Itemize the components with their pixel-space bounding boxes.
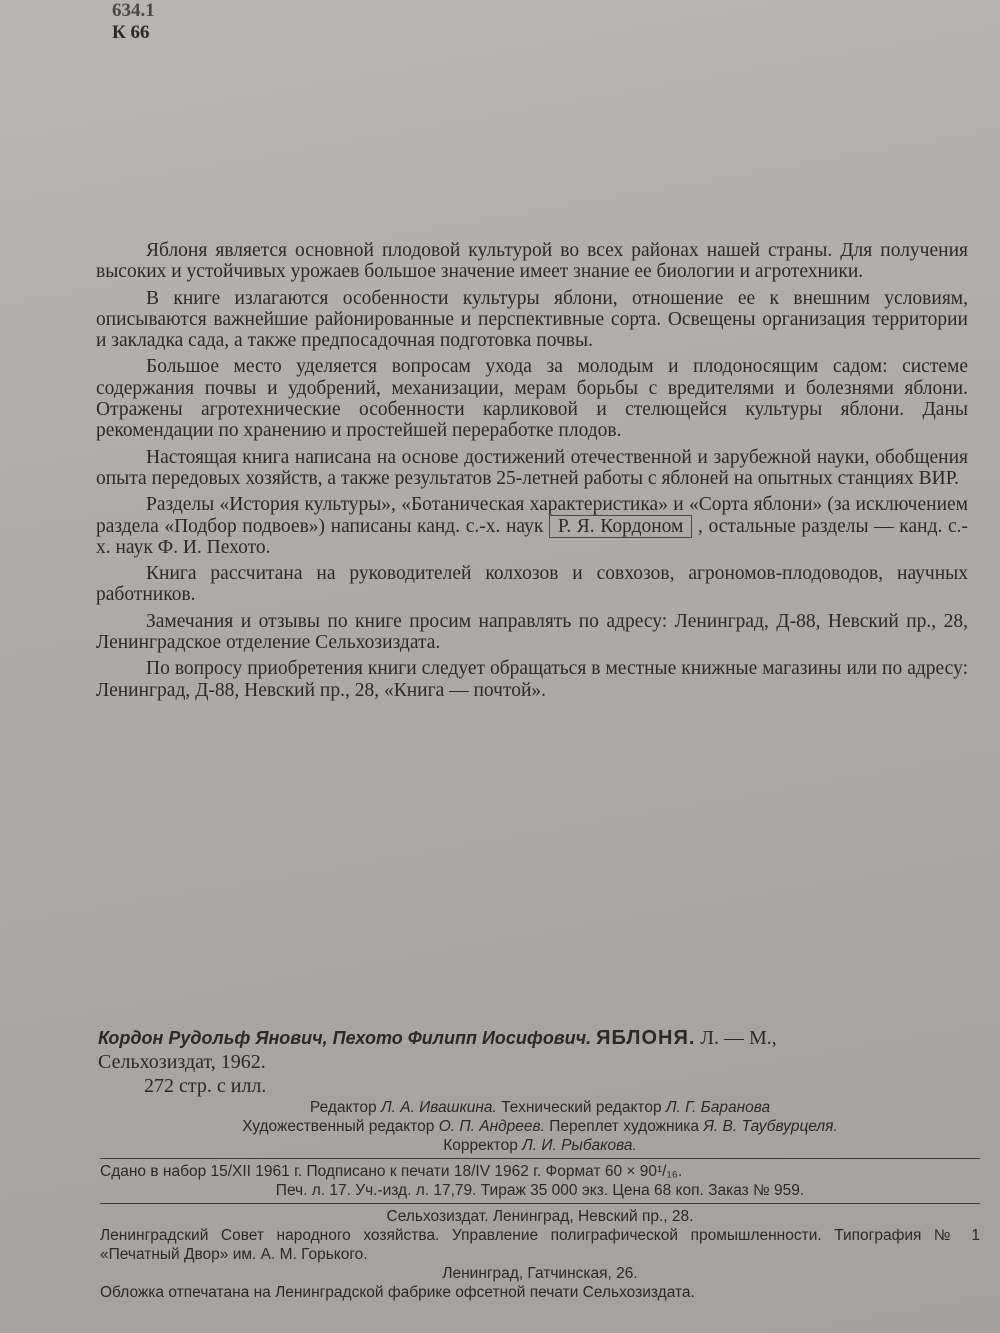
- annotation-paragraph: Замечания и отзывы по книге просим направлять по адресу: Ленинград, Д-88, Невский пр., 28, Ленинградское отделение Сельхозиздата.: [96, 610, 968, 654]
- bib-publisher: Сельхозиздат, 1962.: [98, 1051, 266, 1073]
- bib-line-1: [98, 1026, 978, 1050]
- authorship-text: Разделы «История культуры», «Ботаническая характеристика» и «Сорта яблони» (за исключением раздела «Подбор подвоев») написаны канд. с.-х. наук: [96, 494, 968, 537]
- bib-title: ЯБЛОНЯ.: [596, 1027, 696, 1049]
- editors-line: [100, 1098, 980, 1117]
- colophon: [100, 1098, 980, 1302]
- annotation-paragraph: Книга рассчитана на руководителей колхозов и совхозов, агрономов-плодоводов, научных работников.: [96, 563, 968, 606]
- library-classification-code: [112, 0, 155, 44]
- corrector-line: [100, 1136, 980, 1155]
- corrector-label: Корректор: [443, 1137, 518, 1154]
- printing-house-address: Ленинград, Гатчинская, 26.: [442, 1265, 638, 1282]
- tech-editor-label: Технический редактор: [501, 1099, 662, 1116]
- cover-print-note: Обложка отпечатана на Ленинградской фабрике офсетной печати Сельхозиздата.: [100, 1284, 695, 1301]
- tech-editor-name: Л. Г. Баранова: [665, 1099, 771, 1116]
- bib-pages: 272 стр. с илл.: [144, 1075, 267, 1097]
- annotation-paragraph: Настоящая книга написана на основе достижений отечественной и зарубежной науки, обобщения опыта передовых хозяйств, а также результатов 25-летней работы с яблоней на опытных станциях ВИР.: [96, 446, 968, 489]
- art-editor-label: Художественный редактор: [242, 1118, 435, 1135]
- bib-authors: Кордон Рудольф Янович, Пехото Филипп Иосифович.: [98, 1028, 592, 1048]
- printing-house: Ленинградский Совет народного хозяйства. Управление полиграфической промышленности. Типография № 1 «Печатный Двор» им. А. М. Горького.: [100, 1227, 980, 1263]
- authorship-text-end: , остальные разделы — канд. с.-х. наук Ф. И. Пехото.: [96, 515, 968, 558]
- print-details-1: Сдано в набор 15/XII 1961 г. Подписано к печати 18/IV 1962 г. Формат 60 × 90¹/₁₆.: [100, 1163, 683, 1180]
- bib-place: Л. — М.,: [700, 1027, 777, 1049]
- binding-artist: Я. В. Таубвурцеля.: [703, 1118, 838, 1135]
- editor-label: Редактор: [309, 1099, 377, 1116]
- corrector-name: Л. И. Рыбакова.: [522, 1137, 637, 1154]
- editor-name: Л. А. Ивашкина.: [380, 1099, 497, 1116]
- classification-number: 634.1: [112, 0, 155, 21]
- bibliographic-description: [98, 1026, 978, 1098]
- art-editor-name: О. П. Андреев.: [438, 1118, 545, 1135]
- print-details-2: Печ. л. 17. Уч.-изд. л. 17,79. Тираж 35 000 экз. Цена 68 коп. Заказ № 959.: [275, 1182, 805, 1199]
- annotation-paragraph: В книге излагаются особенности культуры яблони, отношение ее к внешним условиям, описываются важнейшие районированные и перспективные сорта. Освещены организация территории и закладка сада, а также предпосадочная подготовка почвы.: [96, 287, 968, 352]
- annotation-paragraph: Яблоня является основной плодовой культурой во всех районах нашей страны. Для получения высоких и устойчивых урожаев большое значение имеет знание ее биологии и агротехники.: [96, 240, 968, 283]
- divider: [100, 1158, 980, 1159]
- author-mark: К 66: [112, 22, 150, 43]
- authorship-paragraph: [96, 494, 968, 558]
- publisher-address: Сельхозиздат. Ленинград, Невский пр., 28.: [386, 1208, 694, 1225]
- annotation-paragraph: Большое место уделяется вопросам ухода за молодым и плодоносящим садом: системе содержания почвы и удобрений, механизации, мерам борьбы с вредителями и болезнями яблони. Отражены агротехнические особенности карликовой и стелющейся культуры яблони. Даны рекомендации по хранению и простейшей переработке плодов.: [96, 356, 968, 442]
- annotation-paragraph: По вопросу приобретения книги следует обращаться в местные книжные магазины или по адресу: Ленинград, Д-88, Невский пр., 28, «Книга — почтой».: [96, 658, 968, 701]
- divider: [100, 1203, 980, 1204]
- book-annotation: [96, 240, 968, 706]
- boxed-author-name: Р. Я. Кордоном: [549, 515, 693, 538]
- art-editor-line: [100, 1117, 980, 1136]
- binding-label: Переплет художника: [549, 1118, 700, 1135]
